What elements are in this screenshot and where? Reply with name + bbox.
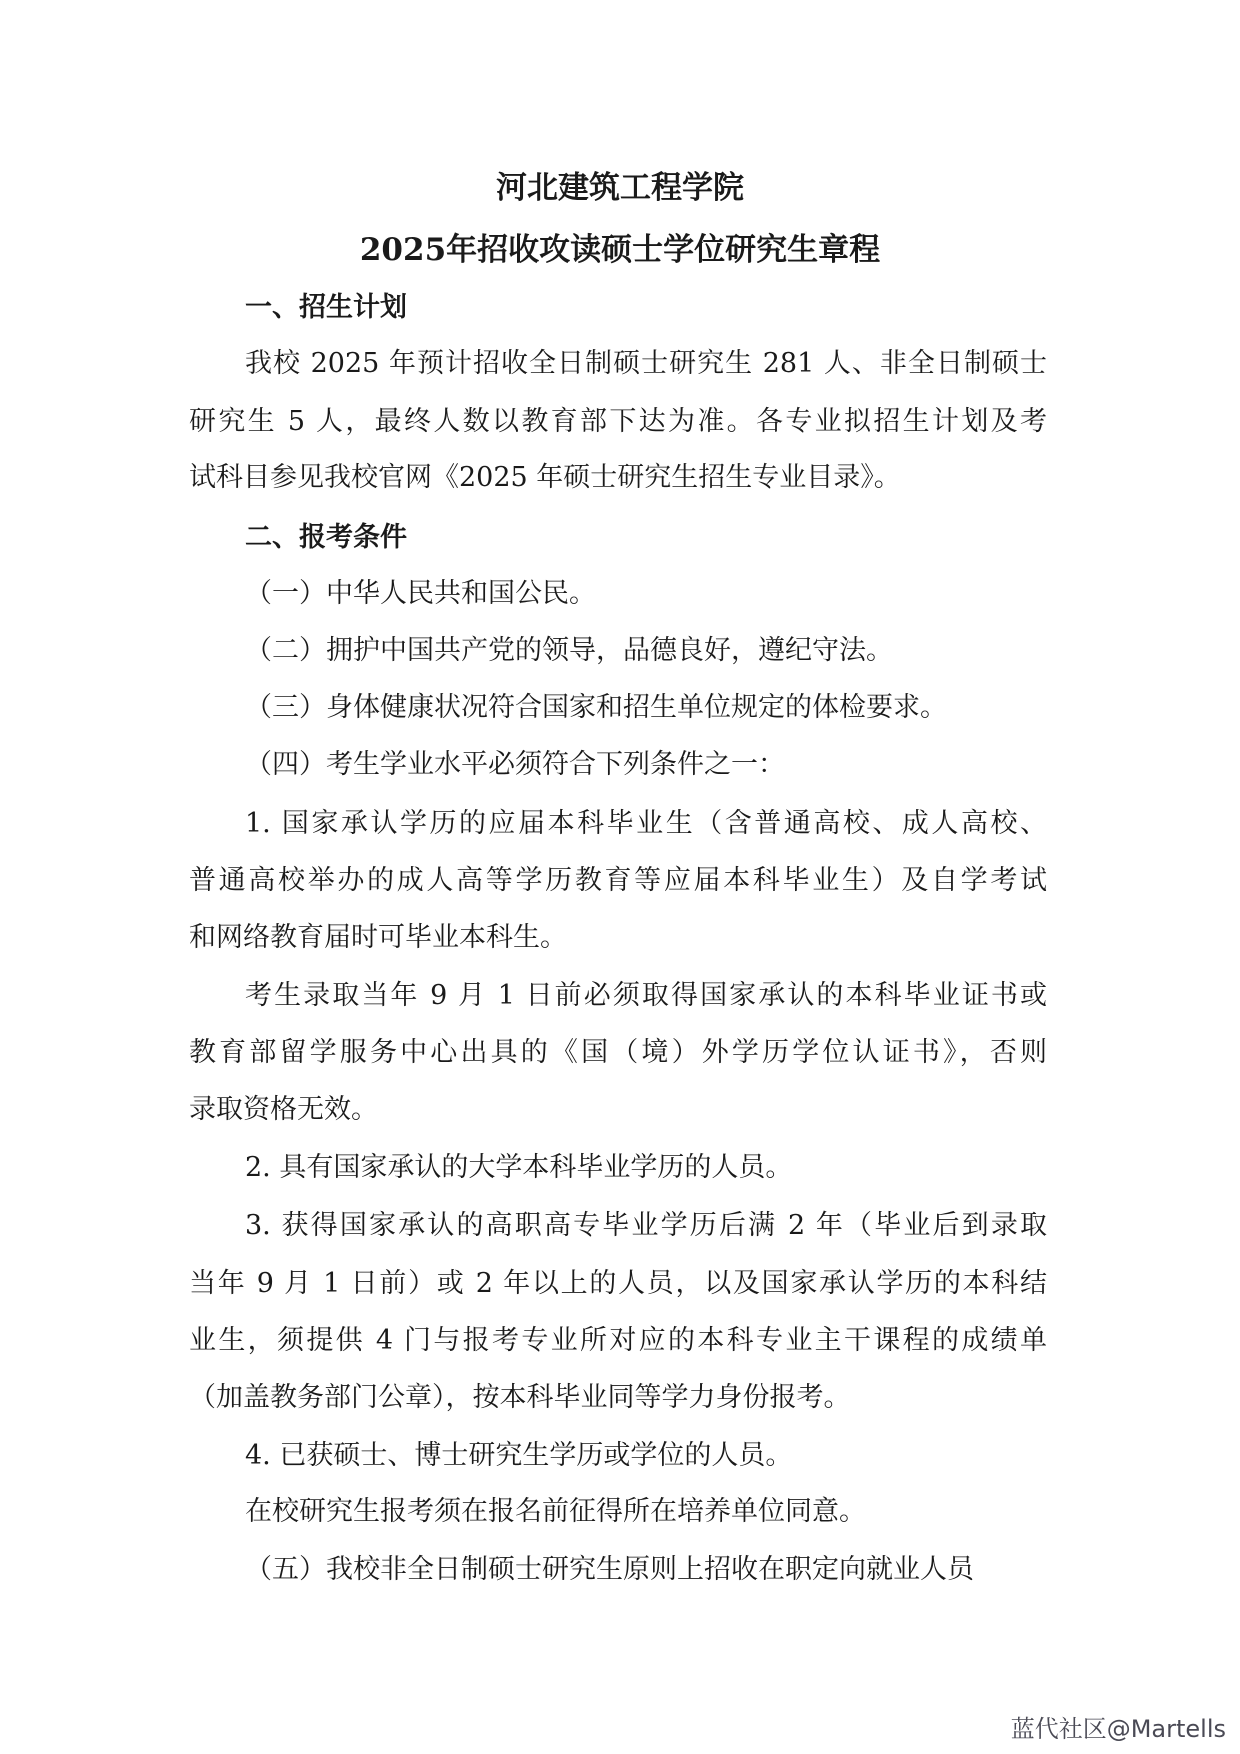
condition-1-line: 普通高校举办的成人高等学历教育等应届本科毕业生）及自学考试: [189, 865, 1047, 896]
section1-heading: 一、招生计划: [245, 292, 407, 323]
section2-heading: 二、报考条件: [245, 522, 407, 553]
condition-1-note-line: 教育部留学服务中心出具的《国（境）外学历学位认证书》，否则: [189, 1037, 1047, 1068]
watermark-text: 蓝代社区@Martells: [1010, 1715, 1226, 1743]
section1-line: 研究生 5 人，最终人数以教育部下达为准。各专业拟招生计划及考: [189, 406, 1047, 437]
condition-3-line: 当年 9 月 1 日前）或 2 年以上的人员，以及国家承认学历的本科结: [189, 1268, 1047, 1299]
condition-3-line: 业生，须提供 4 门与报考专业所对应的本科专业主干课程的成绩单: [189, 1325, 1047, 1356]
condition-4-note: 在校研究生报考须在报名前征得所在培养单位同意。: [245, 1496, 866, 1527]
section1-line: 我校 2025 年预计招收全日制硕士研究生 281 人、非全日制硕士: [245, 348, 1047, 379]
condition-1-line: 和网络教育届时可毕业本科生。: [189, 922, 567, 953]
condition-3-line: 3. 获得国家承认的高职高专毕业学历后满 2 年（毕业后到录取: [245, 1210, 1047, 1241]
document-title-line2: 2025年招收攻读硕士学位研究生章程: [359, 232, 881, 268]
condition-2: 2. 具有国家承认的大学本科毕业学历的人员。: [245, 1152, 793, 1183]
condition-1-note-line: 考生录取当年 9 月 1 日前必须取得国家承认的本科毕业证书或: [245, 980, 1047, 1011]
condition-4: 4. 已获硕士、博士研究生学历或学位的人员。: [245, 1440, 793, 1471]
condition-3-line: （加盖教务部门公章），按本科毕业同等学力身份报考。: [189, 1382, 851, 1413]
condition-item: （四）考生学业水平必须符合下列条件之一：: [245, 749, 785, 780]
condition-1-line: 1. 国家承认学历的应届本科毕业生（含普通高校、成人高校、: [245, 808, 1047, 839]
condition-item: （三）身体健康状况符合国家和招生单位规定的体检要求。: [245, 692, 947, 723]
document-title-line1: 河北建筑工程学院: [496, 170, 744, 206]
condition-item: （一）中华人民共和国公民。: [245, 578, 596, 609]
condition-item: （二）拥护中国共产党的领导，品德良好，遵纪守法。: [245, 635, 893, 666]
condition-item-5: （五）我校非全日制硕士研究生原则上招收在职定向就业人员: [245, 1554, 974, 1585]
section1-line: 试科目参见我校官网《2025 年硕士研究生招生专业目录》。: [189, 462, 901, 493]
condition-1-note-line: 录取资格无效。: [189, 1094, 378, 1125]
